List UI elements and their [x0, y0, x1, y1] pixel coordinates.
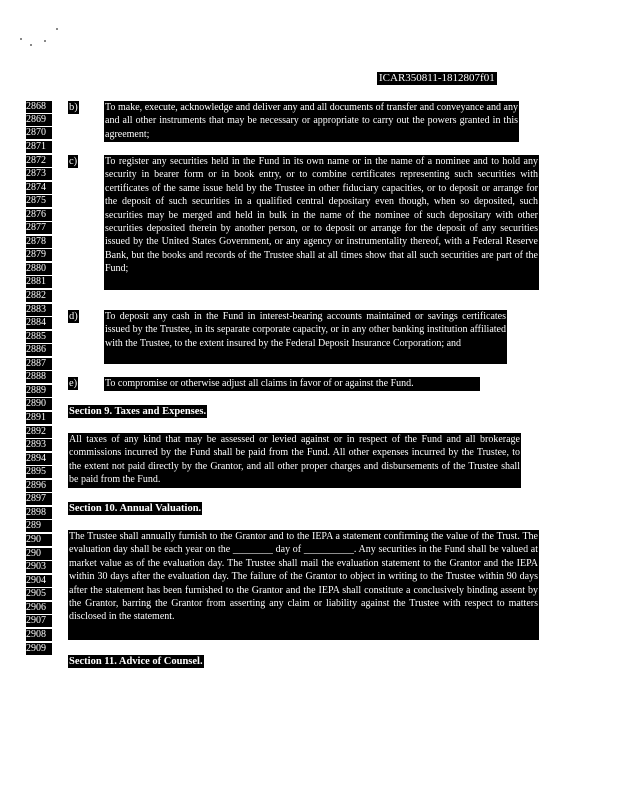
item-marker: d) — [69, 311, 78, 322]
line-number: 2897 — [26, 493, 52, 505]
line-number: 2880 — [26, 263, 52, 275]
line-number: 2881 — [26, 276, 52, 288]
line-number: 2870 — [26, 127, 52, 139]
line-number: 2871 — [26, 141, 52, 153]
section-paragraph: The Trustee shall annually furnish to the Grantor and to the IEPA a statement confirming the value of the Trust. The evaluation day shall be each year on the ________ day of __________. Any securities in the Fund shall be valued at market value as of the evaluation day. The Trustee shall mail the evaluation statement to the Grantor and the IEPA within 30 days after the evaluation day. The failure of the Grantor to object in writing to the Trustee within 90 days after the statement has been furnished to the Grantor and the IEPA shall constitute a conclusively binding assent by the Grantor, barring the Grantor from asserting any claim or liability against the Trustee with respect to matters disclosed in the statement. — [68, 530, 539, 640]
item-marker: e) — [69, 378, 78, 389]
line-number: 2907 — [26, 615, 52, 627]
line-number: 2884 — [26, 317, 52, 329]
line-number: 2890 — [26, 398, 52, 410]
item-paragraph: To register any securities held in the Fund in its own name or in the name of a nominee and to hold any security in bearer form or in book entry, or to combine certificates representing such securities with certificates of the same issue held by the Trustee in other fiduciary capacities, or to deposit or arrange for the deposit of such securities in a qualified central depositary even though, when so deposited, such securities may be merged and held in bulk in the name of the nominee of such depositary with other securities deposited therein by another person, or to deposit or arrange for the deposit of any securities issued by the United States Government, or any agency or instrumentality thereof, with a Federal Reserve Bank, but the books and records of the Trustee shall at all times show that all such securities are part of the Fund; — [104, 155, 539, 290]
scan-speck — [56, 28, 58, 30]
item-paragraph: To make, execute, acknowledge and deliver any and all documents of transfer and conveyance and any and all other instruments that may be necessary or appropriate to carry out the powers granted in this agreement; — [104, 101, 519, 142]
section-heading: Section 9. Taxes and Expenses. — [69, 406, 207, 417]
line-number: 2903 — [26, 561, 52, 573]
line-number: 2892 — [26, 426, 52, 438]
line-number: 2898 — [26, 507, 52, 519]
line-number: 2876 — [26, 209, 52, 221]
item-marker: c) — [69, 156, 78, 167]
line-number: 2889 — [26, 385, 52, 397]
item-marker: b) — [69, 102, 78, 113]
line-number: 2879 — [26, 249, 52, 261]
document-code: ICAR350811-1812807f01 — [379, 72, 495, 84]
line-number: 2873 — [26, 168, 52, 180]
scan-speck — [20, 38, 22, 40]
line-number: 2893 — [26, 439, 52, 451]
line-number: 290 — [26, 548, 52, 560]
section-heading: Section 10. Annual Valuation. — [69, 503, 202, 514]
line-number: 2883 — [26, 304, 52, 316]
scan-speck — [30, 44, 32, 46]
line-number: 2869 — [26, 114, 52, 126]
section-heading: Section 11. Advice of Counsel. — [69, 656, 203, 667]
line-number: 2886 — [26, 344, 52, 356]
line-number: 2895 — [26, 466, 52, 478]
line-number: 289 — [26, 520, 52, 532]
line-number: 2882 — [26, 290, 52, 302]
item-paragraph: To deposit any cash in the Fund in interest-bearing accounts maintained or savings certificates issued by the Trustee, in its separate corporate capacity, or in any other banking institution affiliated with the Trustee, to the extent insured by the Federal Deposit Insurance Corporation; and — [104, 310, 507, 364]
item-paragraph: To compromise or otherwise adjust all claims in favor of or against the Fund. — [104, 377, 480, 391]
line-number: 2904 — [26, 575, 52, 587]
line-number: 2877 — [26, 222, 52, 234]
line-number: 2896 — [26, 480, 52, 492]
line-number: 290 — [26, 534, 52, 546]
line-number: 2888 — [26, 371, 52, 383]
scan-speck — [44, 40, 46, 42]
line-number: 2908 — [26, 629, 52, 641]
line-number: 2891 — [26, 412, 52, 424]
line-number: 2872 — [26, 155, 52, 167]
line-number: 2894 — [26, 453, 52, 465]
line-number: 2885 — [26, 331, 52, 343]
line-number: 2909 — [26, 643, 52, 655]
line-number: 2868 — [26, 101, 52, 113]
line-number: 2905 — [26, 588, 52, 600]
line-number: 2875 — [26, 195, 52, 207]
line-number: 2878 — [26, 236, 52, 248]
line-number: 2887 — [26, 358, 52, 370]
line-number: 2906 — [26, 602, 52, 614]
line-number: 2874 — [26, 182, 52, 194]
section-paragraph: All taxes of any kind that may be assessed or levied against or in respect of the Fund and all brokerage commissions incurred by the Fund shall be paid from the Fund. All other expenses incurred by the Trustee, to the extent not paid directly by the Grantor, and all other proper charges and disbursements of the Trustee shall be paid from the Fund. — [68, 433, 521, 488]
